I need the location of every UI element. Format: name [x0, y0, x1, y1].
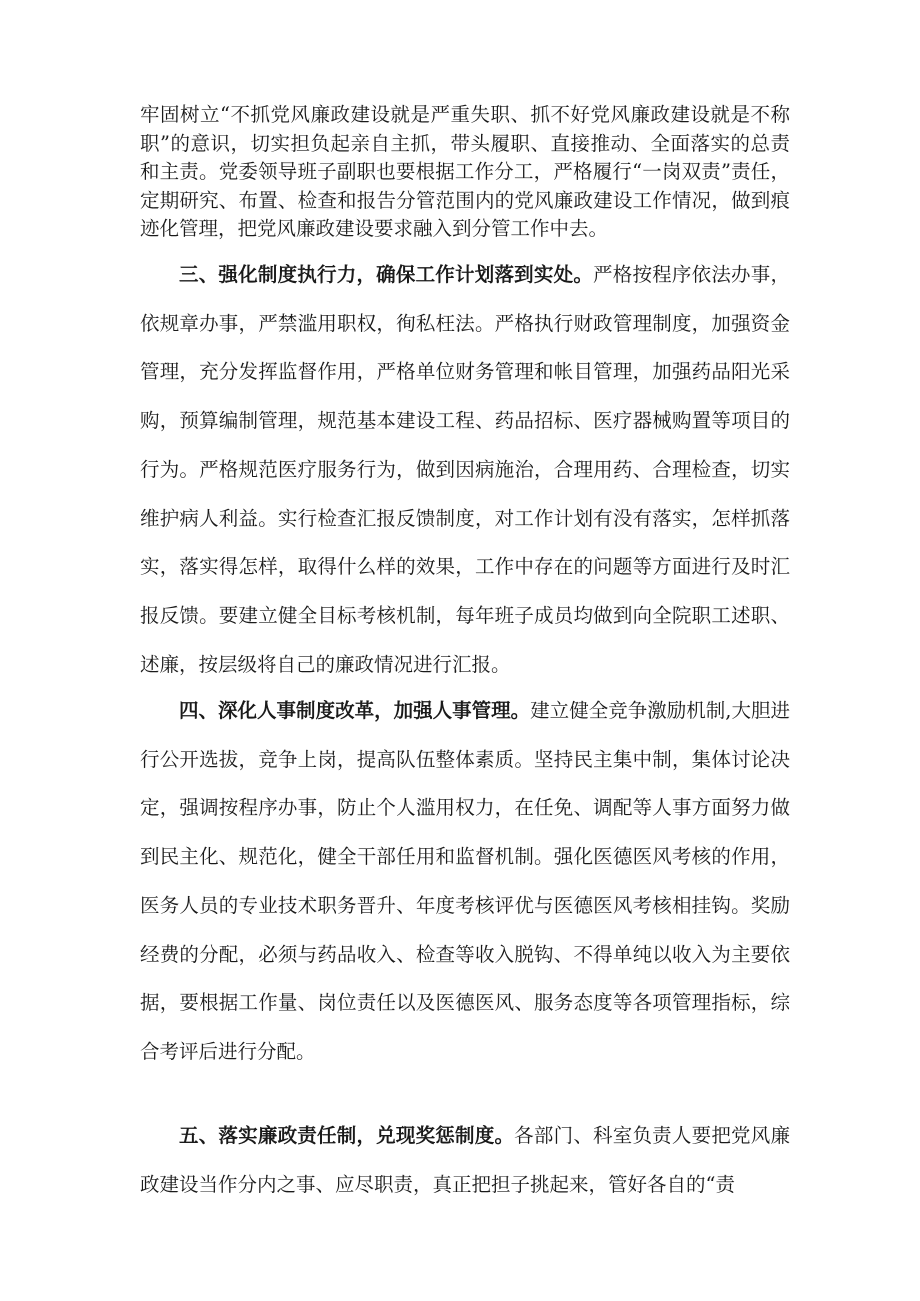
paragraph-text: 严格按程序依法办事，依规章办事，严禁滥用职权，徇私枉法。严格执行财政管理制度，加强资金管理，充分发挥监督作用，严格单位财务管理和帐目管理，加强药品阳光采购，预算编制管理，规范基本建设工程、药品招标、医疗器械购置等项目的行为。严格规范医疗服务行为，做到因病施治，合理用药、合理检查，切实维护病人利益。实行检查汇报反馈制度，对工作计划有没有落实，怎样抓落实，落实得怎样，取得什么样的效果，工作中存在的问题等方面进行及时汇报反馈。要建立健全目标考核机制，每年班子成员均做到向全院职工述职、述廉，按层级将自己的廉政情况进行汇报。 [140, 263, 790, 676]
paragraph-section-four [140, 687, 790, 1077]
paragraph-text: 建立健全竞争激励机制,大胆进行公开选拔，竞争上岗，提高队伍整体素质。坚持民主集中制，集体讨论决定，强调按程序办事，防止个人滥用权力，在任免、调配等人事方面努力做到民主化、规范化，健全干部任用和监督机制。强化医德医风考核的作用，医务人员的专业技术职务晋升、年度考核评优与医德医风考核相挂钩。奖励经费的分配，必须与药品收入、检查等收入脱钩、不得单纯以收入为主要依据，要根据工作量、岗位责任以及医德医风、服务态度等各项管理指标，综合考评后进行分配。 [140, 699, 790, 1063]
paragraph-section-three [140, 251, 790, 689]
paragraph-continuation [140, 101, 790, 244]
section-heading-three: 三、强化制度执行力，确保工作计划落到实处。 [179, 263, 594, 286]
paragraph-text: 各部门、科室负责人要把党风廉政建设当作分内之事、应尽职责，真正把担子挑起来，管好各自的“责 [140, 1124, 790, 1196]
paragraph-text: 牢固树立“不抓党风廉政建设就是严重失职、抓不好党风廉政建设就是不称职”的意识，切实担负起亲自主抓，带头履职、直接推动、全面落实的总责和主责。党委领导班子副职也要根据工作分工，严格履行“一岗双责”责任，定期研究、布置、检查和报告分管范围内的党风廉政建设工作情况，做到痕迹化管理，把党风廉政建设要求融入到分管工作中去。 [140, 103, 790, 240]
section-heading-five: 五、落实廉政责任制，兑现奖惩制度。 [179, 1124, 515, 1147]
section-heading-four: 四、深化人事制度改革，加强人事管理。 [179, 699, 531, 722]
paragraph-section-five [140, 1112, 790, 1209]
